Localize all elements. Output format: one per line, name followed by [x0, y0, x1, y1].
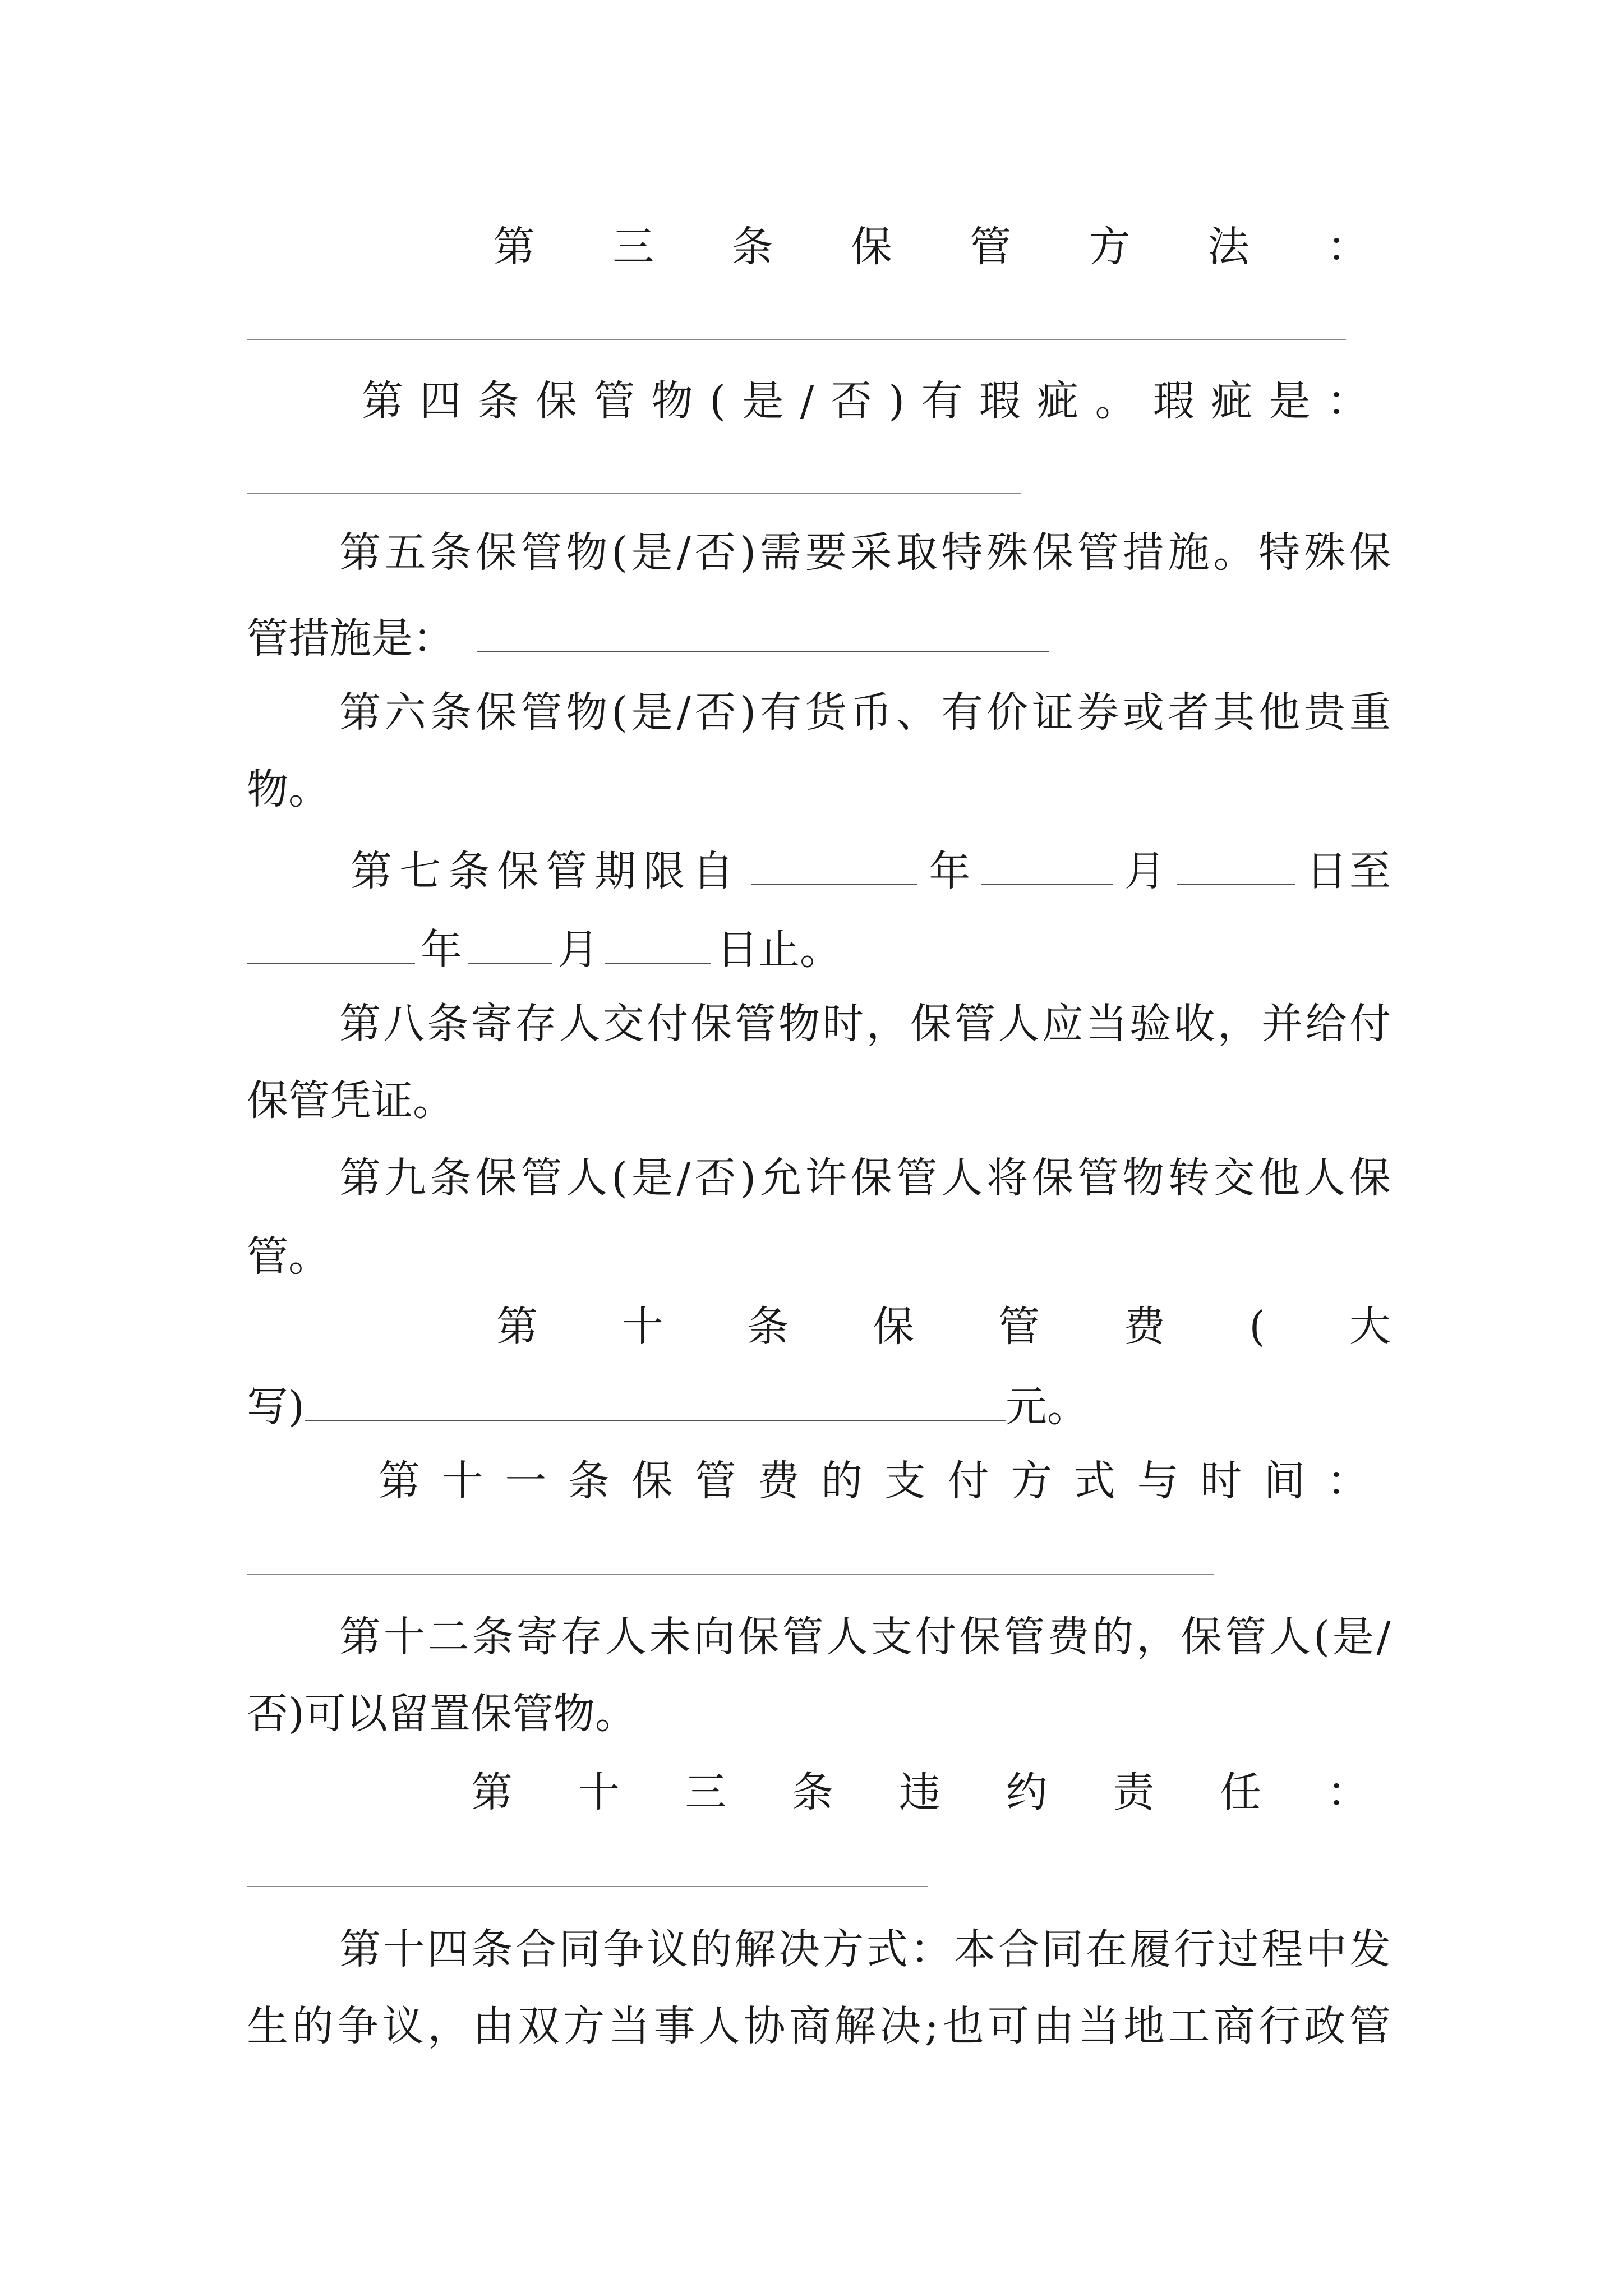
- text-char: 贵: [1304, 688, 1346, 737]
- text-char: 支: [870, 1613, 912, 1661]
- text-char: 收: [1173, 1000, 1215, 1048]
- text-char: 在: [1086, 1925, 1128, 1973]
- text-char: 当: [1086, 1000, 1128, 1048]
- text-char: 管: [1349, 2002, 1391, 2050]
- text-char: 管: [593, 377, 635, 425]
- text-char: 由: [472, 2002, 514, 2050]
- fee-amount-blank[interactable]: [305, 1377, 1006, 1421]
- article-5-line-1: [339, 524, 1391, 581]
- text-char: 也: [942, 2002, 984, 2050]
- text-char: 第: [339, 1925, 381, 1973]
- text-char: 付: [1349, 1000, 1391, 1048]
- text-char: 限: [643, 847, 685, 895]
- text-char: 方: [563, 2002, 605, 2050]
- end-year-blank[interactable]: [247, 920, 415, 964]
- text-char: /: [676, 528, 691, 577]
- text-char: 第: [362, 377, 403, 425]
- text-char: 的: [690, 1925, 732, 1973]
- text-char: 物: [566, 528, 608, 577]
- article-6-end: 物。: [247, 765, 330, 813]
- text-char: ，: [427, 2002, 469, 2050]
- text-char: 是: [631, 1154, 673, 1202]
- text-char: 同: [559, 1925, 601, 1973]
- text-char: 管: [998, 1303, 1040, 1351]
- text-char: 合: [998, 1925, 1040, 1973]
- text-char: 十: [621, 1303, 663, 1351]
- text-char: 五: [384, 528, 426, 577]
- text-char: ): [740, 1154, 757, 1202]
- text-char: /: [676, 1154, 691, 1202]
- text-char: 有: [759, 688, 801, 737]
- text-char: 保: [850, 1154, 892, 1202]
- text-char: 应: [1041, 1000, 1083, 1048]
- text-char: 第: [339, 1613, 381, 1661]
- text-char: 保: [631, 1457, 673, 1505]
- text-char: ): [740, 528, 757, 577]
- text-char: 人: [559, 1000, 601, 1048]
- text-char: 至: [1349, 847, 1391, 895]
- text-char: 管: [694, 1457, 736, 1505]
- text-char: 管: [954, 1000, 996, 1048]
- text-char: ;: [924, 2002, 939, 2050]
- text-char: 条: [471, 1925, 513, 1973]
- text-char: 四: [419, 377, 462, 425]
- text-char: 议: [647, 1925, 689, 1973]
- text-char: 方: [822, 1925, 864, 1973]
- text-char: (: [611, 688, 628, 737]
- text-char: 条: [747, 1303, 789, 1351]
- text-char: 式: [1073, 1457, 1115, 1505]
- text-char: 验: [1129, 1000, 1172, 1048]
- text-char: 是: [742, 377, 784, 425]
- text-char: 人: [1304, 1154, 1346, 1202]
- text-char: 保: [1032, 528, 1074, 577]
- text-char: 九: [384, 1154, 426, 1202]
- text-char: 管: [1003, 1613, 1045, 1661]
- text-char: 三: [685, 1768, 727, 1816]
- text-char: 争: [337, 2002, 379, 2050]
- text-char: 第: [494, 223, 535, 271]
- text-char: 行: [1173, 1925, 1215, 1973]
- text-char: 程: [1261, 1925, 1303, 1973]
- text-char: 保: [475, 688, 517, 737]
- start-month-blank[interactable]: [981, 841, 1113, 885]
- article-5-label: 管措施是：: [247, 614, 454, 662]
- article-13-heading: [471, 1764, 1368, 1820]
- article-6-line-1: [339, 684, 1391, 740]
- text-char: 当: [608, 2002, 650, 2050]
- text-char: 保: [497, 847, 539, 895]
- text-char: 货: [805, 688, 847, 737]
- text-char: 是: [1332, 1613, 1374, 1661]
- start-month-unit: 月: [1124, 847, 1166, 895]
- article-8-end: 保管凭证。: [247, 1076, 454, 1125]
- text-char: 的: [1092, 1613, 1134, 1661]
- text-char: 第: [471, 1768, 513, 1816]
- text-char: 管: [520, 688, 562, 737]
- text-char: ：: [1327, 1768, 1368, 1816]
- text-char: 违: [899, 1768, 940, 1816]
- text-char: 大: [1349, 1303, 1391, 1351]
- text-char: 保: [690, 1000, 732, 1048]
- text-char: 方: [1011, 1457, 1053, 1505]
- text-char: 决: [879, 2002, 921, 2050]
- text-char: 六: [384, 688, 426, 737]
- text-char: ：: [910, 1925, 952, 1973]
- text-char: 式: [866, 1925, 908, 1973]
- text-char: 条: [448, 847, 490, 895]
- text-char: 是: [1269, 377, 1311, 425]
- text-char: 保: [536, 377, 578, 425]
- text-char: 条: [430, 688, 472, 737]
- text-char: 八: [383, 1000, 425, 1048]
- text-char: 保: [737, 1613, 780, 1661]
- text-char: 保: [873, 1303, 915, 1351]
- text-char: 将: [986, 1154, 1029, 1202]
- article-4-heading: [362, 373, 1368, 429]
- article-11-answer-line[interactable]: [247, 1574, 1214, 1575]
- text-char: 期: [594, 847, 637, 895]
- end-month-unit: 月: [557, 926, 599, 974]
- text-char: 第: [339, 1000, 381, 1048]
- text-char: 条: [792, 1768, 834, 1816]
- text-char: 本: [954, 1925, 996, 1973]
- text-char: 费: [1048, 1613, 1090, 1661]
- text-char: 责: [1113, 1768, 1155, 1816]
- article-10-line-1: [496, 1299, 1391, 1355]
- article-7-line-1: [351, 841, 1391, 899]
- text-char: (: [709, 377, 726, 425]
- text-char: 他: [1258, 1154, 1301, 1202]
- text-char: 殊: [1304, 528, 1346, 577]
- text-char: 许: [805, 1154, 847, 1202]
- text-char: 存: [560, 1613, 602, 1661]
- article-9-end: 管。: [247, 1232, 330, 1281]
- text-char: /: [1376, 1613, 1391, 1661]
- start-year-unit: 年: [929, 847, 971, 895]
- text-char: ：: [1326, 1457, 1368, 1505]
- text-char: 条: [731, 223, 773, 271]
- text-char: 交: [1213, 1154, 1255, 1202]
- text-char: 条: [568, 1457, 610, 1505]
- text-char: 生: [247, 2002, 288, 2050]
- text-char: ：: [1326, 377, 1368, 425]
- text-char: 日: [1306, 847, 1348, 895]
- text-char: 二: [427, 1613, 469, 1661]
- text-char: 物: [1122, 1154, 1164, 1202]
- text-char: ): [888, 377, 905, 425]
- text-char: 第: [496, 1303, 538, 1351]
- text-char: 其: [1213, 688, 1255, 737]
- text-char: 保: [959, 1613, 1001, 1661]
- text-char: 有: [941, 688, 983, 737]
- text-char: 第: [339, 688, 381, 737]
- text-char: 条: [427, 1000, 469, 1048]
- text-char: 保: [475, 528, 517, 577]
- end-month-blank[interactable]: [468, 920, 552, 964]
- text-char: 第: [339, 1154, 381, 1202]
- text-char: 发: [1349, 1925, 1391, 1973]
- text-char: 管: [546, 847, 588, 895]
- text-char: 条: [430, 1154, 472, 1202]
- text-char: 殊: [986, 528, 1029, 577]
- text-char: 议: [382, 2002, 424, 2050]
- text-char: 十: [383, 1925, 425, 1973]
- text-char: 保: [1181, 1613, 1223, 1661]
- article-5-line-2: [247, 609, 1391, 666]
- text-char: 币: [850, 688, 892, 737]
- text-char: 七: [399, 847, 441, 895]
- text-char: 寄: [471, 1000, 513, 1048]
- text-char: 人: [605, 1613, 647, 1661]
- text-char: 管: [1225, 1613, 1267, 1661]
- text-char: 第: [351, 847, 392, 895]
- article-7-line-2: [247, 920, 1391, 978]
- text-char: 疵: [1037, 377, 1079, 425]
- text-char: ，: [866, 1000, 908, 1048]
- text-char: 履: [1129, 1925, 1172, 1973]
- text-char: 疵: [1211, 377, 1253, 425]
- text-char: ): [740, 688, 757, 737]
- text-char: 。: [1213, 528, 1255, 577]
- text-char: 的: [821, 1457, 863, 1505]
- text-char: 施: [1168, 528, 1210, 577]
- text-char: 条: [430, 528, 472, 577]
- text-char: 否: [694, 528, 736, 577]
- text-char: 需: [759, 528, 801, 577]
- text-char: 否: [830, 377, 872, 425]
- text-char: 三: [612, 223, 654, 271]
- text-char: 管: [1077, 528, 1119, 577]
- text-char: 他: [1258, 688, 1301, 737]
- text-char: 证: [1032, 688, 1074, 737]
- text-char: 保: [910, 1000, 952, 1048]
- text-char: 人: [1269, 1613, 1311, 1661]
- text-char: 的: [292, 2002, 334, 2050]
- text-char: 支: [884, 1457, 926, 1505]
- text-char: 解: [734, 1925, 776, 1973]
- text-char: 地: [1123, 2002, 1165, 2050]
- article-3-answer-line[interactable]: [247, 339, 1346, 340]
- text-char: 事: [653, 2002, 695, 2050]
- text-char: 可: [988, 2002, 1030, 2050]
- text-char: 合: [515, 1925, 557, 1973]
- text-char: 人: [941, 1154, 983, 1202]
- article-8-line-2: [247, 1073, 1391, 1129]
- start-year-blank[interactable]: [751, 841, 918, 885]
- text-char: (: [611, 528, 628, 577]
- article-14-line-2: [247, 1998, 1391, 2054]
- end-day-unit: 日止。: [717, 926, 841, 974]
- text-char: 商: [789, 2002, 831, 2050]
- text-char: 行: [1258, 2002, 1301, 2050]
- text-char: 管: [1077, 1154, 1119, 1202]
- text-char: 否: [694, 688, 736, 737]
- text-char: 、: [896, 688, 938, 737]
- text-char: 过: [1217, 1925, 1259, 1973]
- article-6-line-2: [247, 761, 1391, 817]
- end-year-unit: 年: [421, 926, 462, 974]
- text-char: 争: [602, 1925, 644, 1973]
- text-char: 解: [834, 2002, 876, 2050]
- text-char: 是: [631, 528, 673, 577]
- text-char: 时: [822, 1000, 864, 1048]
- text-char: (: [611, 1154, 628, 1202]
- text-char: 任: [1220, 1768, 1262, 1816]
- text-char: 保: [1349, 528, 1391, 577]
- text-char: 双: [518, 2002, 560, 2050]
- text-char: 当: [1078, 2002, 1120, 2050]
- text-char: 工: [1168, 2002, 1210, 2050]
- text-char: 特: [941, 528, 983, 577]
- text-char: 费: [758, 1457, 800, 1505]
- article-10-line-2: [247, 1377, 1391, 1435]
- article-12-line-1: [339, 1609, 1391, 1665]
- text-char: 管: [734, 1000, 776, 1048]
- text-char: 给: [1305, 1000, 1347, 1048]
- article-3-heading: [494, 219, 1368, 275]
- text-char: 费: [1123, 1303, 1165, 1351]
- text-char: 有: [921, 377, 963, 425]
- text-char: 瑕: [1152, 377, 1195, 425]
- text-char: 允: [759, 1154, 801, 1202]
- text-char: 采: [850, 528, 892, 577]
- text-char: 付: [915, 1613, 957, 1661]
- article-11-heading: [379, 1453, 1368, 1509]
- text-char: ，: [1136, 1613, 1178, 1661]
- text-char: 。: [1095, 377, 1137, 425]
- text-char: 存: [515, 1000, 557, 1048]
- start-day-to: [1306, 843, 1391, 899]
- text-char: 约: [1006, 1768, 1048, 1816]
- text-char: 人: [826, 1613, 868, 1661]
- text-char: 间: [1264, 1457, 1306, 1505]
- text-char: 保: [850, 223, 892, 271]
- text-char: 自: [692, 847, 734, 895]
- text-char: (: [1249, 1303, 1266, 1351]
- text-char: 措: [1122, 528, 1164, 577]
- text-char: 重: [1349, 688, 1391, 737]
- text-char: 十: [441, 1457, 483, 1505]
- text-char: 保: [1032, 1154, 1074, 1202]
- text-char: 时: [1200, 1457, 1242, 1505]
- text-char: 要: [805, 528, 847, 577]
- special-measures-blank[interactable]: [477, 609, 1049, 652]
- text-char: ，: [1217, 1000, 1259, 1048]
- text-char: 或: [1122, 688, 1164, 737]
- text-char: 者: [1168, 688, 1210, 737]
- article-13-answer-line[interactable]: [247, 1886, 928, 1887]
- text-char: 人: [998, 1000, 1040, 1048]
- text-char: 管: [896, 1154, 938, 1202]
- text-char: 商: [1214, 2002, 1255, 2050]
- text-char: 物: [566, 688, 608, 737]
- article-12-end: 否)可以留置保管物。: [247, 1690, 637, 1738]
- text-char: 十: [383, 1613, 425, 1661]
- text-char: 瑕: [979, 377, 1021, 425]
- text-char: 向: [693, 1613, 735, 1661]
- text-char: 付: [947, 1457, 989, 1505]
- text-char: 保: [1349, 1154, 1391, 1202]
- article-10-prefix: 写): [247, 1383, 305, 1431]
- text-char: 物: [778, 1000, 820, 1048]
- text-char: 管: [970, 223, 1012, 271]
- text-char: 中: [1305, 1925, 1347, 1973]
- article-9-line-1: [339, 1150, 1391, 1206]
- text-char: 价: [986, 688, 1029, 737]
- text-char: 付: [647, 1000, 689, 1048]
- text-char: 否: [694, 1154, 736, 1202]
- text-char: /: [676, 688, 691, 737]
- text-char: 是: [631, 688, 673, 737]
- text-char: 交: [602, 1000, 644, 1048]
- text-char: 由: [1032, 2002, 1075, 2050]
- text-char: 方: [1089, 223, 1131, 271]
- text-char: 政: [1304, 2002, 1346, 2050]
- text-char: 第: [379, 1457, 420, 1505]
- article-14-line-1: [339, 1921, 1391, 1977]
- article-7-label: [351, 843, 734, 899]
- text-char: 十: [578, 1768, 620, 1816]
- text-char: 券: [1077, 688, 1119, 737]
- text-char: 保: [475, 1154, 517, 1202]
- text-char: 并: [1261, 1000, 1303, 1048]
- article-9-line-2: [247, 1228, 1391, 1285]
- text-char: 人: [566, 1154, 608, 1202]
- end-day-blank[interactable]: [605, 920, 711, 964]
- text-char: ：: [1326, 223, 1368, 271]
- text-char: 同: [1041, 1925, 1083, 1973]
- text-char: 管: [782, 1613, 824, 1661]
- text-char: 物: [651, 377, 693, 425]
- text-char: 四: [427, 1925, 469, 1973]
- text-char: 特: [1258, 528, 1301, 577]
- text-char: 人: [698, 2002, 740, 2050]
- text-char: 未: [649, 1613, 691, 1661]
- text-char: 寄: [516, 1613, 558, 1661]
- start-day-blank[interactable]: [1177, 841, 1295, 885]
- text-char: 法: [1207, 223, 1249, 271]
- text-char: 协: [744, 2002, 786, 2050]
- text-char: 第: [339, 528, 381, 577]
- article-8-line-1: [339, 996, 1391, 1052]
- text-char: 与: [1137, 1457, 1179, 1505]
- text-char: 决: [778, 1925, 820, 1973]
- text-char: 取: [896, 528, 938, 577]
- text-char: 管: [520, 528, 562, 577]
- article-4-answer-line[interactable]: [247, 493, 1021, 494]
- text-char: /: [800, 377, 814, 425]
- text-char: 转: [1168, 1154, 1210, 1202]
- text-char: 管: [520, 1154, 562, 1202]
- text-char: 条: [472, 1613, 514, 1661]
- text-char: (: [1313, 1613, 1330, 1661]
- article-12-line-2: [247, 1686, 1391, 1742]
- text-char: 条: [477, 377, 519, 425]
- text-char: 一: [505, 1457, 547, 1505]
- article-10-suffix: 元。: [1005, 1383, 1089, 1431]
